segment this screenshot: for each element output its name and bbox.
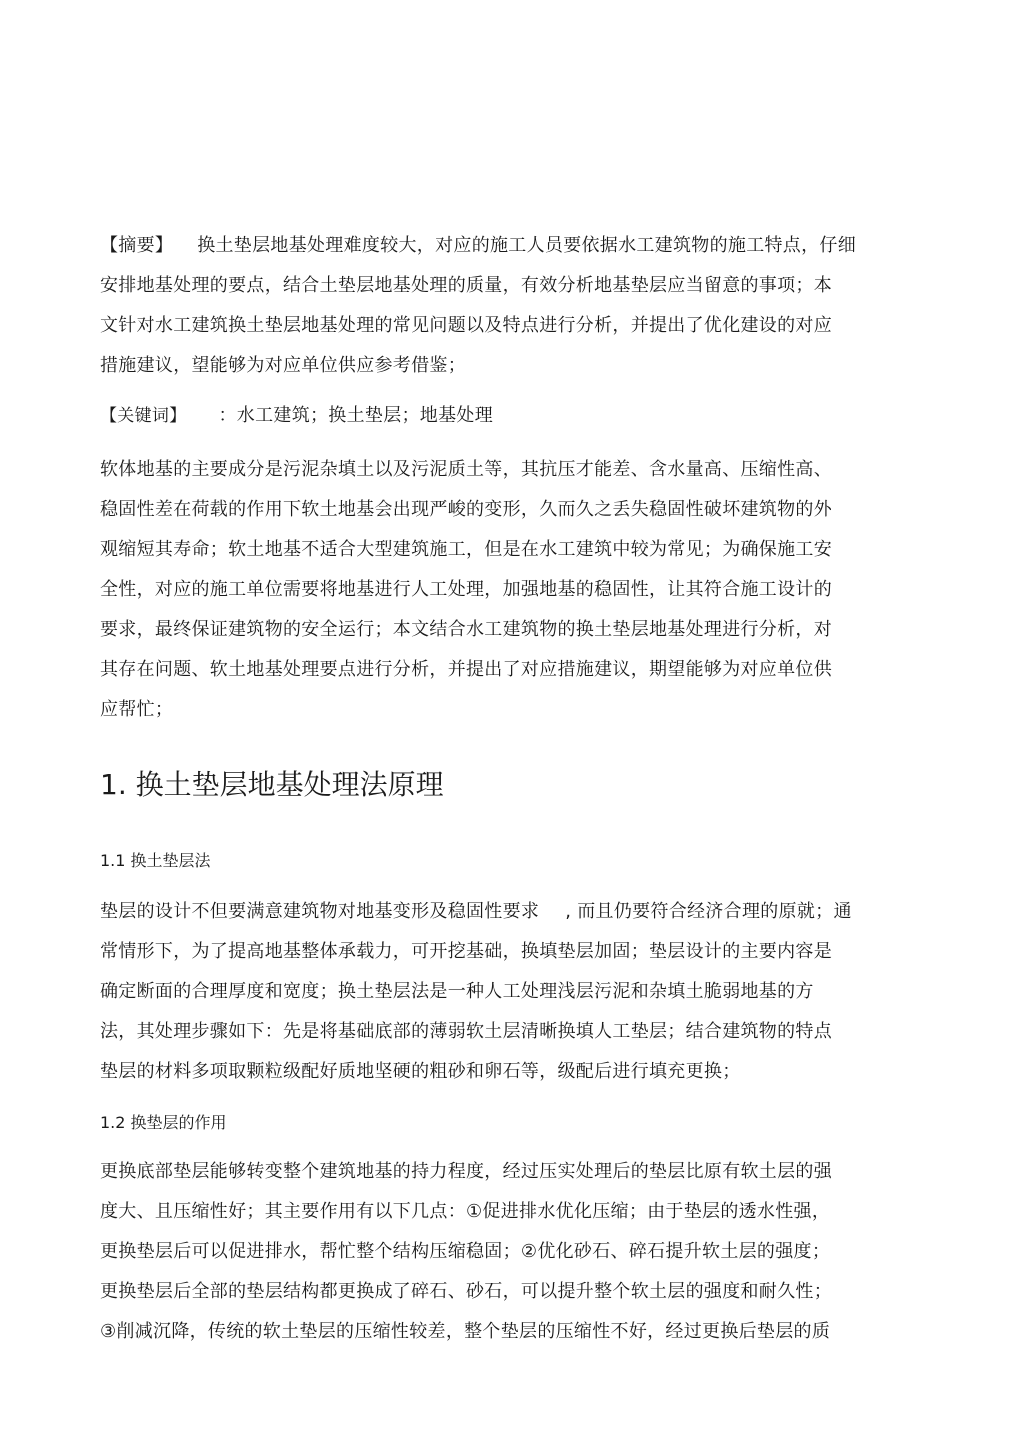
- intro-line: 稳固性差在荷载的作用下软土地基会出现严峻的变形，久而久之丢失稳固性破坏建筑物的外: [100, 499, 832, 520]
- abstract-line: 措施建议，望能够为对应单位供应参考借鉴；: [100, 355, 466, 376]
- subsection-1-2-heading: 1.2 换垫层的作用: [100, 1113, 227, 1132]
- body-line: 垫层的材料多项取颗粒级配好质地坚硬的粗砂和卵石等，级配后进行填充更换；: [100, 1061, 741, 1082]
- body-line: 度大、且压缩性好；其主要作用有以下几点：①促进排水优化压缩；由于垫层的透水性强，: [100, 1201, 831, 1222]
- abstract-line: 【摘要】 换土垫层地基处理难度较大，对应的施工人员要依据水工建筑物的施工特点，仔细: [100, 235, 856, 256]
- abstract-label: 【摘要】: [100, 235, 174, 256]
- abstract-section: [100, 226, 900, 386]
- body-line: 更换底部垫层能够转变整个建筑地基的持力程度，经过压实处理后的垫层比原有软土层的强: [100, 1161, 832, 1182]
- intro-line: 要求，最终保证建筑物的安全运行；本文结合水工建筑物的换土垫层地基处理进行分析，对: [100, 619, 832, 640]
- subsection-1-1-body: [100, 892, 900, 1092]
- subsection-1-1-heading: 1.1 换土垫层法: [100, 851, 211, 870]
- body-line: 更换垫层后全部的垫层结构都更换成了碎石、砂石，可以提升整个软土层的强度和耐久性；: [100, 1281, 832, 1302]
- intro-line: 全性，对应的施工单位需要将地基进行人工处理，加强地基的稳固性，让其符合施工设计的: [100, 579, 832, 600]
- subsection-1-2-body: [100, 1152, 900, 1352]
- intro-line: 其存在问题、软土地基处理要点进行分析，并提出了对应措施建议，期望能够为对应单位供: [100, 659, 832, 680]
- body-line: 确定断面的合理厚度和宽度；换土垫层法是一种人工处理浅层污泥和杂填土脆弱地基的方: [100, 981, 814, 1002]
- intro-line: 软体地基的主要成分是污泥杂填土以及污泥质土等，其抗压才能差、含水量高、压缩性高、: [100, 459, 832, 480]
- body-line: ③削减沉降，传统的软土垫层的压缩性较差，整个垫层的压缩性不好，经过更换后垫层的质: [100, 1321, 831, 1342]
- body-line: 垫层的设计不但要满意建筑物对地基变形及稳固性要求 , 而且仍要符合经济合理的原就；通: [100, 901, 852, 922]
- keywords-label: 【关键词】: [100, 406, 187, 426]
- section-1-heading: 1. 换土垫层地基处理法原理: [100, 768, 444, 801]
- keywords-text: ：水工建筑；换土垫层；地基处理: [218, 405, 493, 426]
- intro-line: 观缩短其寿命；软土地基不适合大型建筑施工，但是在水工建筑中较为常见；为确保施工安: [100, 539, 832, 560]
- abstract-line: 文针对水工建筑换土垫层地基处理的常见问题以及特点进行分析，并提出了优化建设的对应: [100, 315, 832, 336]
- body-line: 更换垫层后可以促进排水，帮忙整个结构压缩稳固；②优化砂石、碎石提升软土层的强度；: [100, 1241, 831, 1262]
- body-line: 法，其处理步骤如下：先是将基础底部的薄弱软土层清晰换填人工垫层；结合建筑物的特点: [100, 1021, 832, 1042]
- abstract-line: 安排地基处理的要点，结合土垫层地基处理的质量，有效分析地基垫层应当留意的事项；本: [100, 275, 832, 296]
- keywords-section: [100, 396, 900, 436]
- body-line: 常情形下，为了提高地基整体承载力，可开挖基础，换填垫层加固；垫层设计的主要内容是: [100, 941, 832, 962]
- intro-paragraph: [100, 450, 900, 730]
- intro-line: 应帮忙；: [100, 699, 174, 720]
